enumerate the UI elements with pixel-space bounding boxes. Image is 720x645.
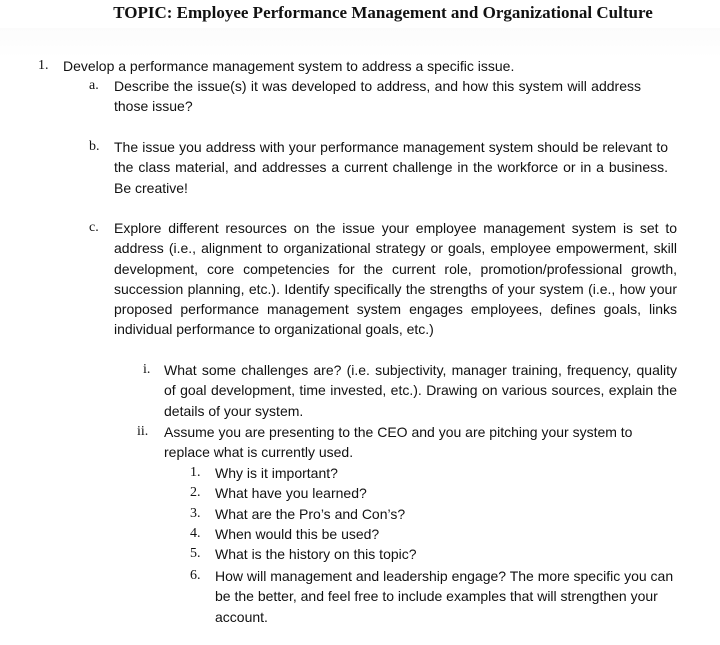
question-text: Why is it important? xyxy=(215,465,338,481)
question-text: What is the history on this topic? xyxy=(215,546,417,562)
question-marker: 4. xyxy=(190,526,201,541)
item-b-marker: b. xyxy=(89,139,100,154)
question-text: How will management and leadership engage? The more specific you can be the better, and feel free to include examples that will strengthen your account. xyxy=(215,568,674,625)
item-ii-marker: ii. xyxy=(137,424,149,439)
question-marker: 3. xyxy=(190,506,201,521)
item-c-marker: c. xyxy=(89,220,99,235)
item-i-text: What some challenges are? (i.e. subjectivity, manager training, frequency, quality of goal development, time invested, etc.). Drawing on various sources, explain the details of your system. xyxy=(164,362,677,419)
item-1-text: Develop a performance management system to address a specific issue. xyxy=(63,58,515,74)
question-marker: 1. xyxy=(190,465,201,480)
item-c-text: Explore different resources on the issue your employee management system is set to address (i.e., alignment to organizational strategy or goals, employee empowerment, skill development, core competencies for the current role, promotion/professional growth, succession planning, etc.). Identify specifically the strengths of your system (i.e., how your proposed performance management system engages employees, defines goals, links individual performance to organizational goals, etc.) xyxy=(114,220,677,338)
item-1-marker: 1. xyxy=(38,58,49,73)
question-text: What are the Pro’s and Con’s? xyxy=(215,506,406,522)
item-a-marker: a. xyxy=(89,78,99,93)
question-marker: 5. xyxy=(190,546,201,561)
item-a-text: Describe the issue(s) it was developed to address, and how this system will address those issue? xyxy=(114,78,641,115)
question-marker: 6. xyxy=(190,568,201,583)
question-text: When would this be used? xyxy=(215,526,380,542)
item-i-marker: i. xyxy=(143,362,151,377)
page-shadow xyxy=(0,28,720,58)
question-text: What have you learned? xyxy=(215,485,367,501)
item-b-text: The issue you address with your performance management system should be relevant to the class material, and addresses a current challenge in the workforce or in a business. Be creative! xyxy=(114,139,668,196)
question-marker: 2. xyxy=(190,485,201,500)
page-title: TOPIC: Employee Performance Management and Organizational Culture xyxy=(113,3,653,22)
item-ii-text: Assume you are presenting to the CEO and you are pitching your system to replace what is currently used. xyxy=(164,424,633,461)
